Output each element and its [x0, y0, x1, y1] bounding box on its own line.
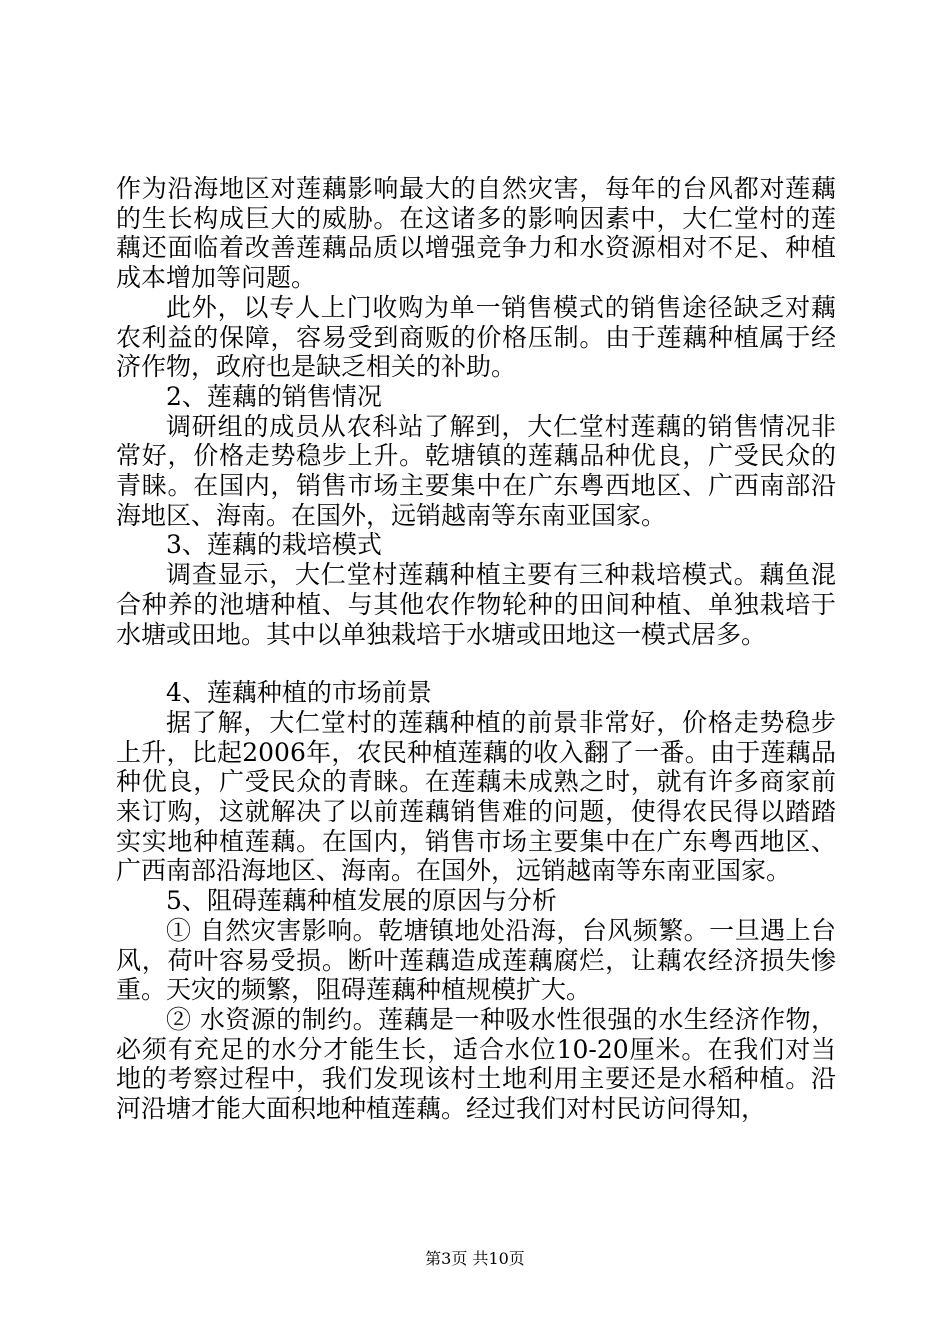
- paragraph-market-prospect: 据了解，大仁堂村的莲藕种植的前景非常好，价格走势稳步上升，比起2006年，农民种植莲藕的收入翻了一番。由于莲藕品种优良，广受民众的青睐。在莲藕未成熟之时，就有许多商家前来订购，这就解决了以前莲藕销售难的问题，使得农民得以踏踏实实地种植莲藕。在国内，销售市场主要集中在广东粤西地区、广西南部沿海地区、海南。在国外，远销越南等东南亚国家。: [116, 707, 836, 886]
- paragraph-sales-situation: 调研组的成员从农科站了解到，大仁堂村莲藕的销售情况非常好，价格走势稳步上升。乾塘镇的莲藕品种优良，广受民众的青睐。在国内，销售市场主要集中在广东粤西地区、广西南部沿海地区、海南。在国外，远销越南等东南亚国家。: [116, 411, 836, 530]
- paragraph-natural-disaster: ① 自然灾害影响。乾塘镇地处沿海，台风频繁。一旦遇上台风，荷叶容易受损。断叶莲藕造成莲藕腐烂，让藕农经济损失惨重。天灾的频繁，阻碍莲藕种植规模扩大。: [116, 915, 836, 1005]
- paragraph-sales-model: 此外，以专人上门收购为单一销售模式的销售途径缺乏对藕农利益的保障，容易受到商贩的价格压制。由于莲藕种植属于经济作物，政府也是缺乏相关的补助。: [116, 292, 836, 382]
- page-number-footer: 第3页 共10页: [425, 1249, 525, 1268]
- paragraph-water-resource: ② 水资源的制约。莲藕是一种吸水性很强的水生经济作物，必须有充足的水分才能生长，适合水位10-20厘米。在我们对当地的考察过程中，我们发现该村土地利用主要还是水稻种植。沿河沿塘才能大面积地种植莲藕。经过我们对村民访问得知，: [116, 1004, 836, 1124]
- heading-market-prospect: 4、莲藕种植的市场前景: [166, 678, 432, 708]
- heading-obstacles: 5、阻碍莲藕种植发展的原因与分析: [166, 886, 557, 916]
- blank-line: [116, 649, 836, 678]
- document-body: [116, 174, 836, 1124]
- paragraph-typhoon-impact: 作为沿海地区对莲藕影响最大的自然灾害，每年的台风都对莲藕的生长构成巨大的威胁。在这诸多的影响因素中，大仁堂村的莲藕还面临着改善莲藕品质以增强竞争力和水资源相对不足、种植成本增加等问题。: [116, 174, 836, 293]
- paragraph-cultivation-mode: 调查显示，大仁堂村莲藕种植主要有三种栽培模式。藕鱼混合种养的池塘种植、与其他农作物轮种的田间种植、单独栽培于水塘或田地。其中以单独栽培于水塘或田地这一模式居多。: [116, 560, 836, 649]
- heading-sales-situation: 2、莲藕的销售情况: [166, 381, 382, 411]
- heading-cultivation-mode: 3、莲藕的栽培模式: [166, 530, 382, 560]
